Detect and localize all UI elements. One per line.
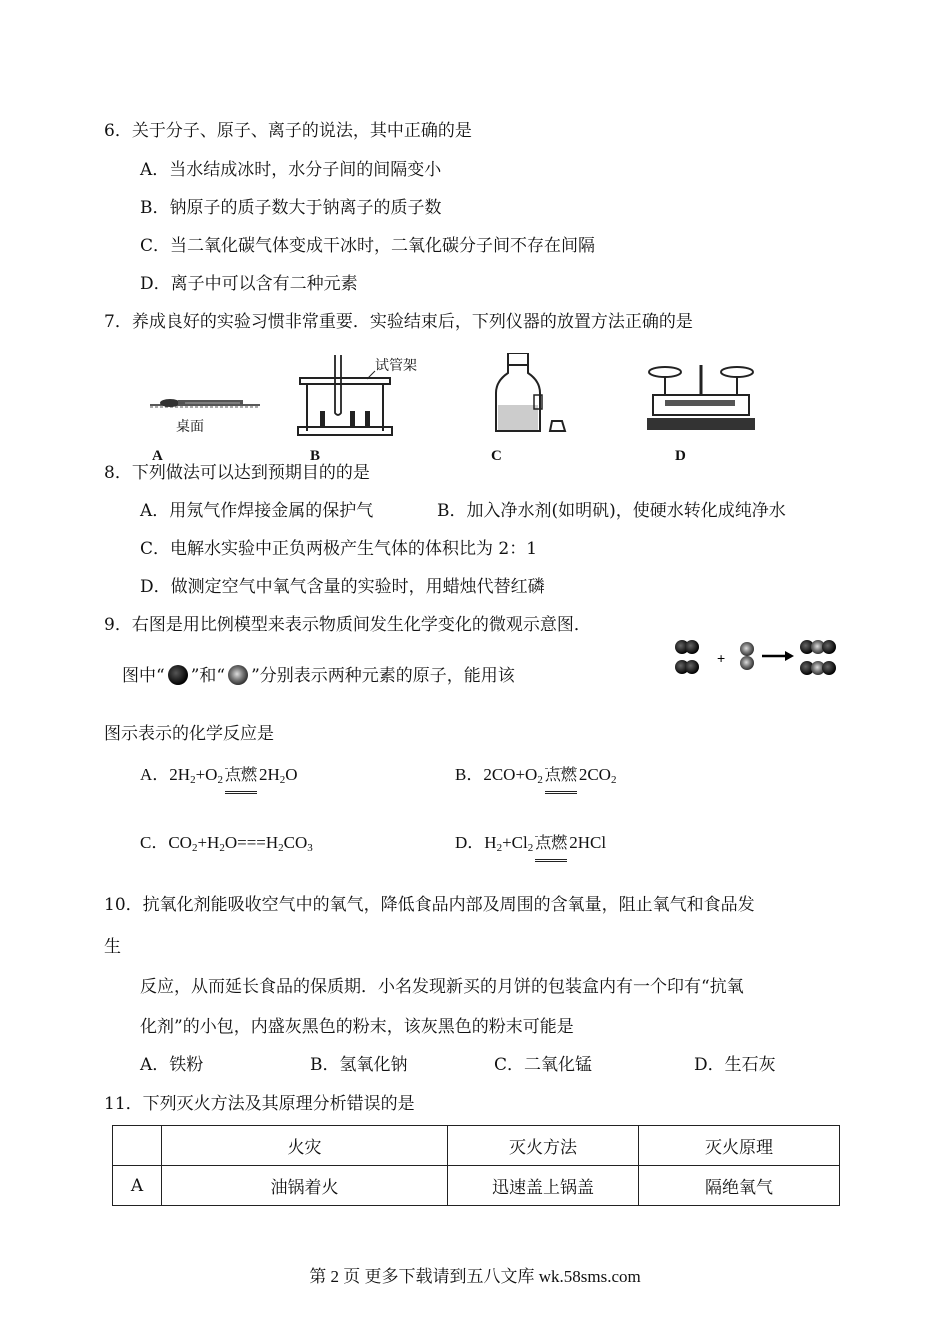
q7-figure-a (145, 350, 265, 449)
q9-d-rhs: 2HCl (569, 833, 607, 852)
q10-stem-2: 生 (104, 937, 121, 957)
table-header-cell: 灭火方法 (448, 1126, 639, 1166)
q8-option-d: D．做测定空气中氧气含量的实验时，用蜡烛代替红磷 (140, 577, 545, 597)
q9-legend-text-3: ”分别表示两种元素的原子，能用该 (251, 666, 515, 686)
q9-c-p3: O===H (224, 833, 279, 852)
q8-option-c: C．电解水实验中正负两极产生气体的体积比为 2：1 (140, 539, 538, 559)
q9-a-sub3: 2 (279, 774, 286, 786)
q6-option-d: D．离子中可以含有二种元素 (140, 274, 358, 294)
q8-option-a: A．用氖气作焊接金属的保护气 (140, 501, 374, 521)
q9-b-rhs: 2CO (578, 765, 611, 784)
table-cell: A (113, 1166, 162, 1206)
q9-d-p1: H (484, 833, 497, 852)
table-header-cell (113, 1126, 162, 1166)
q7-figure-d (645, 360, 760, 444)
q6-option-c: C．当二氧化碳气体变成干冰时，二氧化碳分子间不存在间隔 (140, 236, 596, 256)
q9-b-lhs: 2CO+O (483, 765, 538, 784)
q9-d-sub2: 2 (527, 842, 534, 854)
q10-option-d: D．生石灰 (694, 1055, 776, 1075)
q9-c-sub1: 2 (191, 842, 198, 854)
q9-c-sub4: 3 (307, 842, 313, 854)
table-header-cell: 灭火原理 (639, 1126, 840, 1166)
q9-option-b-letter: B． (455, 765, 484, 784)
q9-plus-sign: + (717, 650, 726, 666)
q7-figure-c (490, 353, 570, 442)
q10-stem-1: 10．抗氧化剂能吸收空气中的氧气，降低食品内部及周围的含氧量，阻止氧气和食品发 (104, 895, 755, 915)
q7-label-a: A (152, 448, 163, 464)
q9-a-sub1: 2 (190, 774, 196, 786)
q7-stem: 7．养成良好的实验习惯非常重要．实验结束后，下列仪器的放置方法正确的是 (104, 312, 693, 332)
q9-a-lhs: 2H (169, 765, 191, 784)
table-row (113, 1166, 840, 1206)
table-header-row (113, 1126, 840, 1166)
q6-option-a: A．当水结成冰时，水分子间的间隔变小 (140, 160, 442, 180)
q9-b-condition: 点燃 (545, 767, 577, 794)
page-footer: 第 2 页 更多下载请到五八文库 wk.58sms.com (309, 1267, 641, 1286)
q9-stem: 9．右图是用比例模型来表示物质间发生化学变化的微观示意图． (104, 615, 591, 635)
q10-stem-3: 反应，从而延长食品的保质期．小名发现新买的月饼的包装盒内有一个印有“抗氧 (140, 977, 744, 997)
q9-option-a (140, 764, 298, 794)
table-cell: 油锅着火 (162, 1166, 448, 1206)
dark-atom-icon (165, 664, 191, 686)
q7-rack-caption: 试管架 (375, 359, 417, 374)
q9-a-sub2: 2 (217, 774, 223, 786)
q9-d-condition: 点燃 (535, 835, 567, 862)
q9-d-p2: +Cl (502, 833, 528, 852)
table-cell: 隔绝氧气 (639, 1166, 840, 1206)
q9-option-c (140, 832, 313, 859)
q9-legend-text-2: ”和“ (190, 666, 226, 686)
q9-a-rhs-end: O (285, 765, 298, 784)
q9-a-rhs: 2H (258, 765, 280, 784)
q9-b-sub2: 2 (610, 774, 617, 786)
fire-table (112, 1125, 840, 1206)
q9-c-p4: CO (283, 833, 308, 852)
q8-stem: 8．下列做法可以达到预期目的的是 (104, 463, 370, 483)
q9-option-a-letter: A． (140, 765, 170, 784)
q9-b-sub1: 2 (537, 774, 543, 786)
q9-option-d (455, 832, 606, 862)
q9-option-b (455, 764, 616, 794)
q9-stem-line3: 图示表示的化学反应是 (104, 724, 274, 744)
q9-c-sub3: 2 (278, 842, 284, 854)
q8-option-b: B．加入净水剂(如明矾)，使硬水转化成纯净水 (437, 501, 786, 521)
table-header-cell: 火灾 (162, 1126, 448, 1166)
q7-label-d: D (675, 448, 686, 464)
q9-c-sub2: 2 (219, 842, 225, 854)
q9-option-c-letter: C． (140, 833, 169, 852)
q10-stem-4: 化剂”的小包，内盛灰黑色的粉末，该灰黑色的粉末可能是 (140, 1017, 574, 1037)
q9-a-condition: 点燃 (225, 767, 257, 794)
q7-label-c: C (491, 448, 502, 464)
q7-label-b: B (310, 448, 321, 464)
q9-legend-text-1: 图中“ (122, 666, 165, 686)
q9-c-p1: CO (168, 833, 192, 852)
q11-stem: 11．下列灭火方法及其原理分析错误的是 (104, 1094, 415, 1114)
q9-legend-line (122, 664, 515, 687)
q7-desk-caption: 桌面 (176, 420, 204, 435)
q9-c-p2: +H (197, 833, 220, 852)
q10-option-a: A．铁粉 (140, 1055, 204, 1075)
speckled-atom-icon (225, 664, 251, 686)
q9-option-d-letter: D． (455, 833, 485, 852)
q9-d-sub1: 2 (496, 842, 503, 854)
q9-a-mid: +O (195, 765, 218, 784)
q6-option-b: B．钠原子的质子数大于钠离子的质子数 (140, 198, 442, 218)
q10-option-b: B．氢氧化钠 (310, 1055, 408, 1075)
q9-reaction-diagram (672, 632, 842, 694)
q10-option-c: C．二氧化锰 (494, 1055, 593, 1075)
table-cell: 迅速盖上锅盖 (448, 1166, 639, 1206)
q6-stem: 6．关于分子、原子、离子的说法，其中正确的是 (104, 121, 472, 141)
